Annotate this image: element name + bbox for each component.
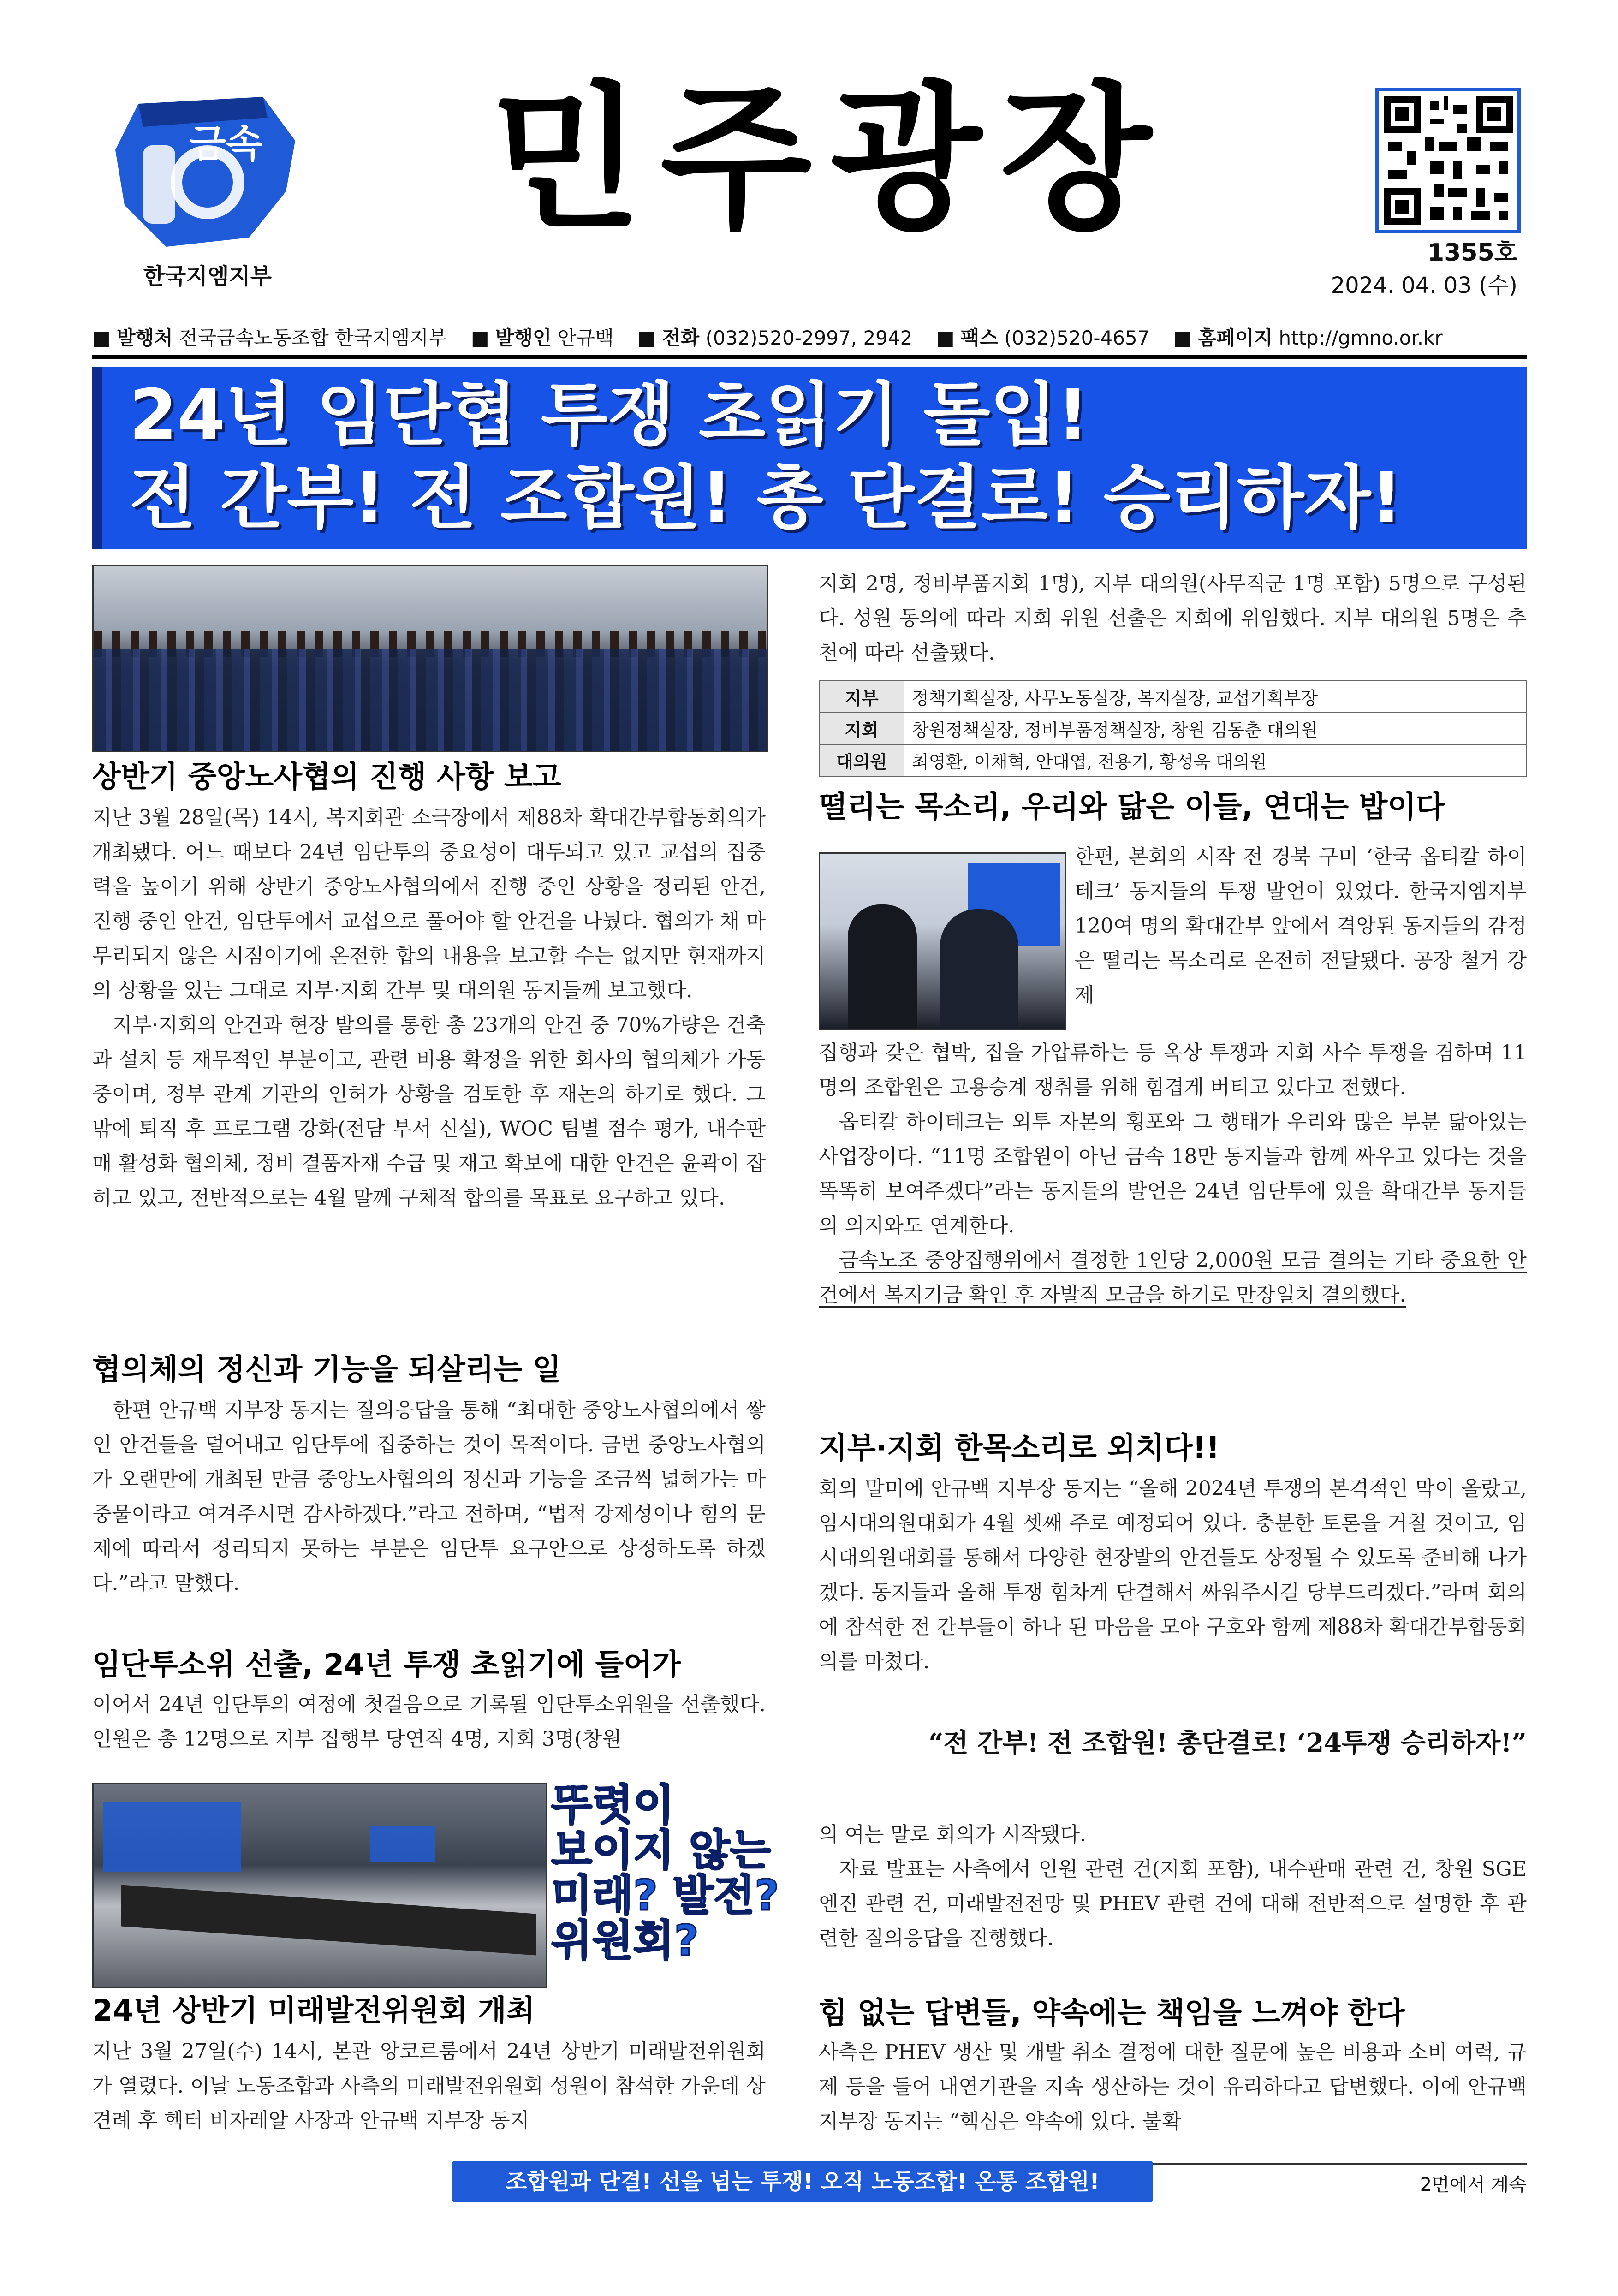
headline-line2: 전 간부! 전 조합원! 총 단결로! 승리하자! [129,458,1403,538]
callout-line: 미래? 발전? [551,1871,779,1920]
publisher-item: ■ 전화 (032)520-2997, 2942 [637,327,913,349]
table-key: 지부 [819,681,904,713]
meeting-photo [92,565,768,752]
table-value: 정책기획실장, 사무노동실장, 복지실장, 교섭기획부장 [904,681,1526,713]
paragraph: 집행과 갖은 협박, 집을 가압류하는 등 옥상 투쟁과 지회 사수 투쟁을 겸하며 11명의 조합원은 고용승계 쟁취를 위해 힘겹게 버티고 있다고 전했다. [819,1041,1527,1099]
paragraph: 사측은 PHEV 생산 및 개발 취소 결정에 대한 질문에 높은 비용과 소비 여력, 규제 등을 들어 내연기관을 지속 생산하는 것이 유리하다고 답변했다. 이에 안규백 지부장 동지는 “핵심은 약속에 있다. 불확 [819,2040,1527,2133]
section-heading: 임단투소위 선출, 24년 투쟁 초읽기에 들어가 [92,1648,681,1682]
paper-title: 민주광장 [490,68,1170,250]
header-divider [92,355,1527,359]
paragraph: 회의 말미에 안규백 지부장 동지는 “올해 2024년 투쟁의 본격적인 막이 올랐고, 임시대의원대회가 4월 셋째 주로 예정되어 있다. 충분한 토론을 거칠 것이고, 임시대의원대회를 통해서 다양한 현장발의 안건들도 상정될 수 있도록 준비해 나가겠다. 동지들과 올해 투쟁 힘차게 단결해서 싸워주시길 당부드리겠다.”라며 회의에 참석한 전 간부들이 하나 된 마음을 모아 구호와 함께 제88차 확대간부합동회의를 마쳤다. [819,1477,1527,1673]
paragraph: 금속노조 중앙집행위에서 결정한 1인당 2,000원 모금 결의는 기타 중요한 안건에서 복지기금 확인 후 자발적 모금을 하기로 만장일치 결의했다. [819,1249,1527,1307]
org-name: 한국지엠지부 [143,263,272,289]
main-headline [129,374,1513,540]
article-body [92,1687,766,1756]
publisher-item: ■ 홈페이지 http://gmno.or.kr [1173,327,1443,349]
paragraph: 지난 3월 27일(수) 14시, 본관 앙코르룸에서 24년 상반기 미래발전위원회가 열렸다. 이날 노동조합과 사측의 미래발전위원회 성원이 참석한 가운데 상견례 후 헥터 비자레알 사장과 안규백 지부장 동지 [92,2040,766,2132]
publisher-line [92,323,1522,351]
article-body [819,1471,1527,1679]
table-row [819,744,1526,776]
article-body [92,800,766,1215]
table-row [819,713,1526,744]
speaker-photo [819,852,1066,1030]
logo-text: 금속 [189,122,263,166]
publisher-item: ■ 발행처 전국금속노동조합 한국지엠지부 [92,327,447,349]
article-body [1075,839,1527,1012]
article-body [92,1393,766,1600]
section-heading: 상반기 중앙노사협의 진행 사항 보고 [92,760,561,794]
section-heading: 힘 없는 답변들, 약속에는 책임을 느껴야 한다 [819,1996,1405,2030]
publisher-item: ■ 발행인 안규백 [470,327,614,349]
qr-code-icon [1375,88,1521,233]
paragraph: 지회 2명, 정비부품지회 1명), 지부 대의원(사무직군 1명 포함) 5명으로 구성된다. 성원 동의에 따라 지회 위원 선출은 지회에 위임했다. 지부 대의원 5명은 추천에 따라 선출됐다. [819,572,1527,665]
committee-photo [92,1783,547,1988]
issue-number: 1355호 [1428,239,1517,267]
union-logo [111,85,304,256]
headline-accent [92,367,102,549]
paragraph: 지부·지회의 안건과 현장 발의를 통한 총 23개의 안건 중 70%가량은 건축과 설치 등 재무적인 부분이고, 관련 비용 확정을 위한 회사의 협의체가 가동 중이며, 정부 관계 기관의 인허가 상황을 검토한 후 재논의 하기로 했다. 그 밖에 퇴직 후 프로그램 강화(전담 부서 신설), WOC 팀별 점수 평가, 내수판매 활성화 협의체, 정비 결품자재 수급 및 재고 확보에 대한 안건은 윤곽이 잡히고 있고, 전반적으로는 4월 말께 구체적 합의를 목표로 요구하고 있다. [92,1013,766,1210]
table-value: 창원정책실장, 정비부품정책실장, 창원 김동춘 대의원 [904,713,1526,744]
committee-table [819,680,1527,777]
paragraph: 자료 발표는 사측에서 인원 관련 건(지회 포함), 내수판매 관련 건, 창원 SGE엔진 관련 건, 미래발전전망 및 PHEV 관련 건에 대해 전반적으로 설명한 후 관련한 질의응답을 진행했다. [819,1857,1527,1950]
paragraph: 한편 안규백 지부장 동지는 질의응답을 통해 “최대한 중앙노사협의에서 쌓인 안건들을 덜어내고 임단투에 집중하는 것이 목적이다. 금번 중앙노사협의가 오랜만에 개최된 만큼 중앙노사협의의 정신과 기능을 조금씩 넓혀가는 마중물이라고 여겨주시면 감사하겠다.”라고 전하며, “법적 강제성이나 힘의 문제에 따라서 정리되지 못하는 부분은 임단투 요구안으로 상정하도록 하겠다.”라고 말했다. [92,1398,766,1595]
footer-slogan: 조합원과 단결! 선을 넘는 투쟁! 오직 노동조합! 온통 조합원! [452,2161,1153,2202]
callout-line: 보이지 않는 [551,1826,771,1875]
article-body [819,566,1527,670]
table-key: 대의원 [819,744,904,776]
section-heading: 24년 상반기 미래발전위원회 개최 [92,1994,535,2028]
slogan-quote: “전 간부! 전 조합원! 총단결로! ‘24투쟁 승리하자!” [928,1728,1527,1758]
paragraph: 지난 3월 28일(목) 14시, 복지회관 소극장에서 제88차 확대간부합동회의가 개최됐다. 어느 때보다 24년 임단투의 중요성이 대두되고 있고 교섭의 집중력을 높이기 위해 상반기 중앙노사협의에서 진행 중인 상황을 정리된 안건, 진행 중인 안건, 임단투에서 교섭으로 풀어야 할 안건을 나눴다. 협의가 채 마무리되지 않은 시점이기에 온전한 합의 내용을 보고할 수는 없지만 현재까지의 상황을 있는 그대로 지부·지회 간부 및 대의원 동지들께 보고했다. [92,806,766,1002]
section-heading: 협의체의 정신과 기능을 되살리는 일 [92,1353,561,1387]
callout-title [551,1780,809,1965]
table-key: 지회 [819,713,904,744]
issue-date: 2024. 04. 03 (수) [1331,273,1517,298]
paragraph: 한편, 본회의 시작 전 경북 구미 ‘한국 옵티칼 하이테크’ 동지들의 투쟁 발언이 있었다. 한국지엠지부 120여 명의 확대간부 앞에서 격앙된 동지들의 감정은 떨리는 목소리로 온전히 전달됐다. 공장 철거 강제 [1075,845,1527,1007]
paragraph: 옵티칼 하이테크는 외투 자본의 횡포와 그 행태가 우리와 많은 부분 닮아있는 사업장이다. “11명 조합원이 아닌 금속 18만 동지들과 함께 싸우고 있다는 것을 똑똑히 보여주겠다”라는 동지들의 발언은 24년 임단투에 있을 확대간부 동지들의 의지와도 연계한다. [819,1110,1527,1237]
section-heading: 지부·지회 한목소리로 외치다!! [819,1431,1220,1465]
headline-line1: 24년 임단협 투쟁 초읽기 돌입! [129,375,1089,455]
article-body [819,1817,1527,1956]
homepage-link[interactable]: http://gmno.or.kr [1279,327,1443,349]
article-body [92,2034,766,2138]
continued-note: 2면에서 계속 [1420,2174,1527,2195]
article-body [819,1035,1527,1312]
table-value: 최영환, 이채혁, 안대엽, 전용기, 황성욱 대의원 [904,744,1526,776]
callout-line: 위원회? [551,1916,699,1965]
callout-line: 뚜렷이 [551,1780,674,1830]
paragraph: 의 여는 말로 회의가 시작됐다. [819,1823,1086,1846]
article-body [819,2035,1527,2139]
publisher-item: ■ 팩스 (032)520-4657 [936,327,1150,349]
paragraph: 이어서 24년 임단투의 여정에 첫걸음으로 기록될 임단투소위원을 선출했다. 인원은 총 12명으로 지부 집행부 당연직 4명, 지회 3명(창원 [92,1693,766,1751]
section-heading: 떨리는 목소리, 우리와 닮은 이들, 연대는 밥이다 [819,790,1445,824]
table-row [819,681,1526,713]
